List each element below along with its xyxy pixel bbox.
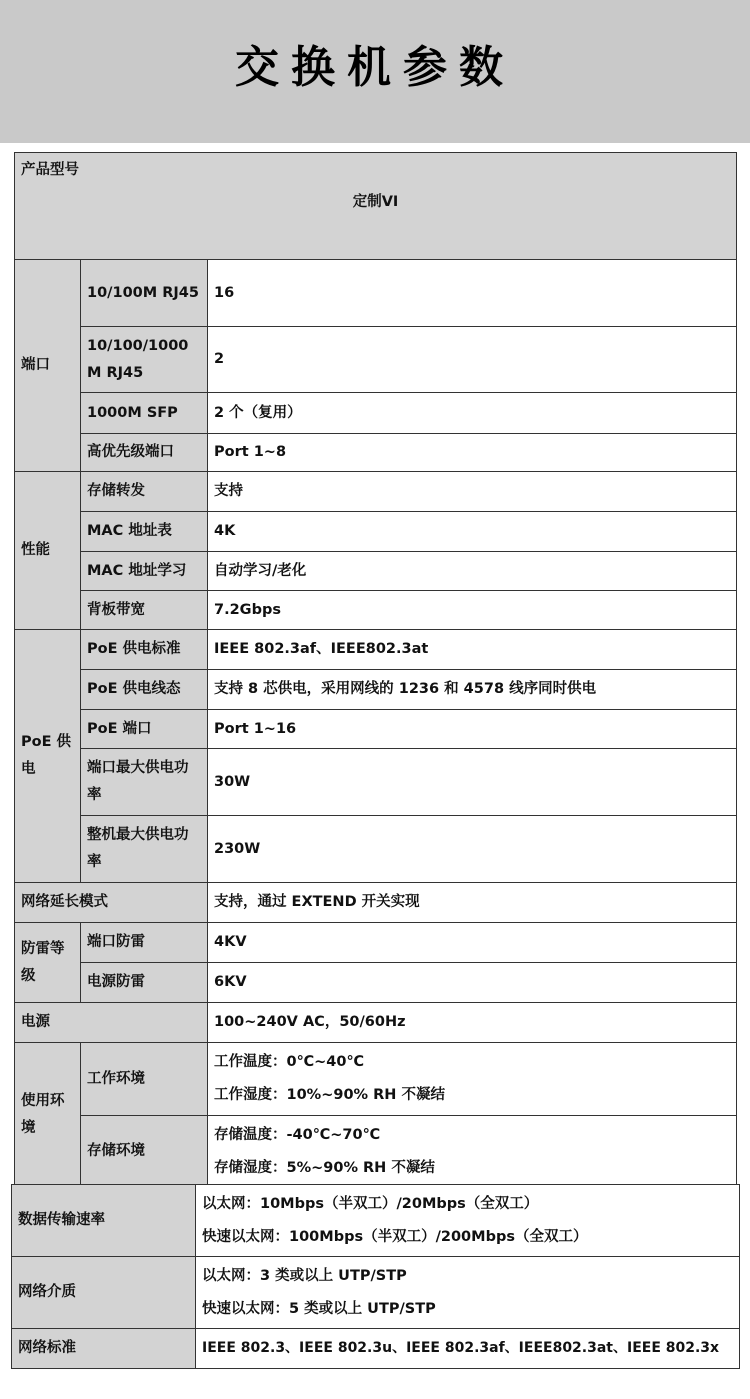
poe-group-label: PoE 供电 <box>15 630 81 883</box>
model-row <box>15 153 737 260</box>
row-value: 支持，通过 EXTEND 开关实现 <box>208 883 737 923</box>
row-value: Port 1~16 <box>208 710 737 749</box>
row-value: 100~240V AC，50/60Hz <box>208 1003 737 1043</box>
row-label: 网络延长模式 <box>15 883 208 923</box>
row-label: MAC 地址表 <box>81 512 208 552</box>
table-row <box>15 710 737 749</box>
row-label: 整机最大供电功率 <box>81 816 208 883</box>
row-value: 2 个（复用） <box>208 393 737 434</box>
row-value: 16 <box>208 260 737 327</box>
row-value: 6KV <box>208 963 737 1003</box>
row-label: 高优先级端口 <box>81 434 208 472</box>
row-label: 10/100M RJ45 <box>81 260 208 327</box>
row-label: 端口防雷 <box>81 923 208 963</box>
row-label: MAC 地址学习 <box>81 552 208 591</box>
row-value: 7.2Gbps <box>208 591 737 630</box>
table-row <box>15 816 737 883</box>
row-value <box>208 1043 737 1116</box>
row-label: 端口最大供电功率 <box>81 749 208 816</box>
spec-table-continued <box>11 1184 740 1369</box>
row-value: 2 <box>208 327 737 393</box>
row-label: 数据传输速率 <box>12 1185 196 1257</box>
table-row <box>15 963 737 1003</box>
table-row <box>15 883 737 923</box>
value-line: 存储温度：-40℃~70℃ <box>214 1126 381 1143</box>
row-value: 支持 8 芯供电，采用网线的 1236 和 4578 线序同时供电 <box>208 670 737 710</box>
row-label: 网络标准 <box>12 1329 196 1369</box>
row-value <box>196 1257 740 1329</box>
table-row <box>15 327 737 393</box>
ports-group-label: 端口 <box>15 260 81 472</box>
page-title: 交换机参数 <box>235 42 515 93</box>
row-value: 4K <box>208 512 737 552</box>
row-label: 网络介质 <box>12 1257 196 1329</box>
table-row <box>15 1003 737 1043</box>
row-label: PoE 供电标准 <box>81 630 208 670</box>
performance-group-label: 性能 <box>15 472 81 630</box>
table-row <box>15 434 737 472</box>
table-row <box>15 630 737 670</box>
table-row <box>12 1329 740 1369</box>
row-value: 支持 <box>208 472 737 512</box>
table-row <box>15 393 737 434</box>
value-line: 存储湿度：5%~90% RH 不凝结 <box>214 1159 435 1176</box>
row-value: IEEE 802.3、IEEE 802.3u、IEEE 802.3af、IEEE802.3at、IEEE 802.3x <box>196 1329 740 1369</box>
row-value: 自动学习/老化 <box>208 552 737 591</box>
row-label: 电源防雷 <box>81 963 208 1003</box>
row-value: Port 1~8 <box>208 434 737 472</box>
value-line: 快速以太网：5 类或以上 UTP/STP <box>202 1300 436 1317</box>
value-line: 以太网：10Mbps（半双工）/20Mbps（全双工） <box>202 1195 539 1212</box>
row-label: 电源 <box>15 1003 208 1043</box>
row-value: 4KV <box>208 923 737 963</box>
table-row <box>15 670 737 710</box>
row-label: 存储环境 <box>81 1116 208 1188</box>
table-row <box>15 260 737 327</box>
row-label: PoE 供电线态 <box>81 670 208 710</box>
row-value: 230W <box>208 816 737 883</box>
row-label: 10/100/1000 M RJ45 <box>81 327 208 393</box>
table-row <box>15 749 737 816</box>
value-line: 以太网：3 类或以上 UTP/STP <box>202 1267 407 1284</box>
model-label: 产品型号 <box>21 162 79 178</box>
table-row <box>15 923 737 963</box>
table-row <box>15 512 737 552</box>
value-line: 工作湿度：10%~90% RH 不凝结 <box>214 1087 445 1103</box>
row-label: 存储转发 <box>81 472 208 512</box>
table-row <box>15 472 737 512</box>
row-label: 1000M SFP <box>81 393 208 434</box>
row-value <box>208 1116 737 1188</box>
row-value: 30W <box>208 749 737 816</box>
table-row <box>12 1257 740 1329</box>
row-label: 背板带宽 <box>81 591 208 630</box>
row-value <box>196 1185 740 1257</box>
value-line: 工作温度：0℃~40℃ <box>214 1054 365 1070</box>
title-banner <box>0 0 750 143</box>
row-label: PoE 端口 <box>81 710 208 749</box>
row-label: 工作环境 <box>81 1043 208 1116</box>
table-row <box>15 591 737 630</box>
environment-group-label: 使用环境 <box>15 1043 81 1188</box>
table-row <box>15 1116 737 1188</box>
table-row <box>15 1043 737 1116</box>
spec-table <box>14 152 737 1188</box>
table-row <box>15 552 737 591</box>
lightning-group-label: 防雷等级 <box>15 923 81 1003</box>
value-line: 快速以太网：100Mbps（半双工）/200Mbps（全双工） <box>202 1228 588 1245</box>
model-cell <box>15 153 737 260</box>
model-value: 定制VI <box>352 194 399 210</box>
table-row <box>12 1185 740 1257</box>
row-value: IEEE 802.3af、IEEE802.3at <box>208 630 737 670</box>
